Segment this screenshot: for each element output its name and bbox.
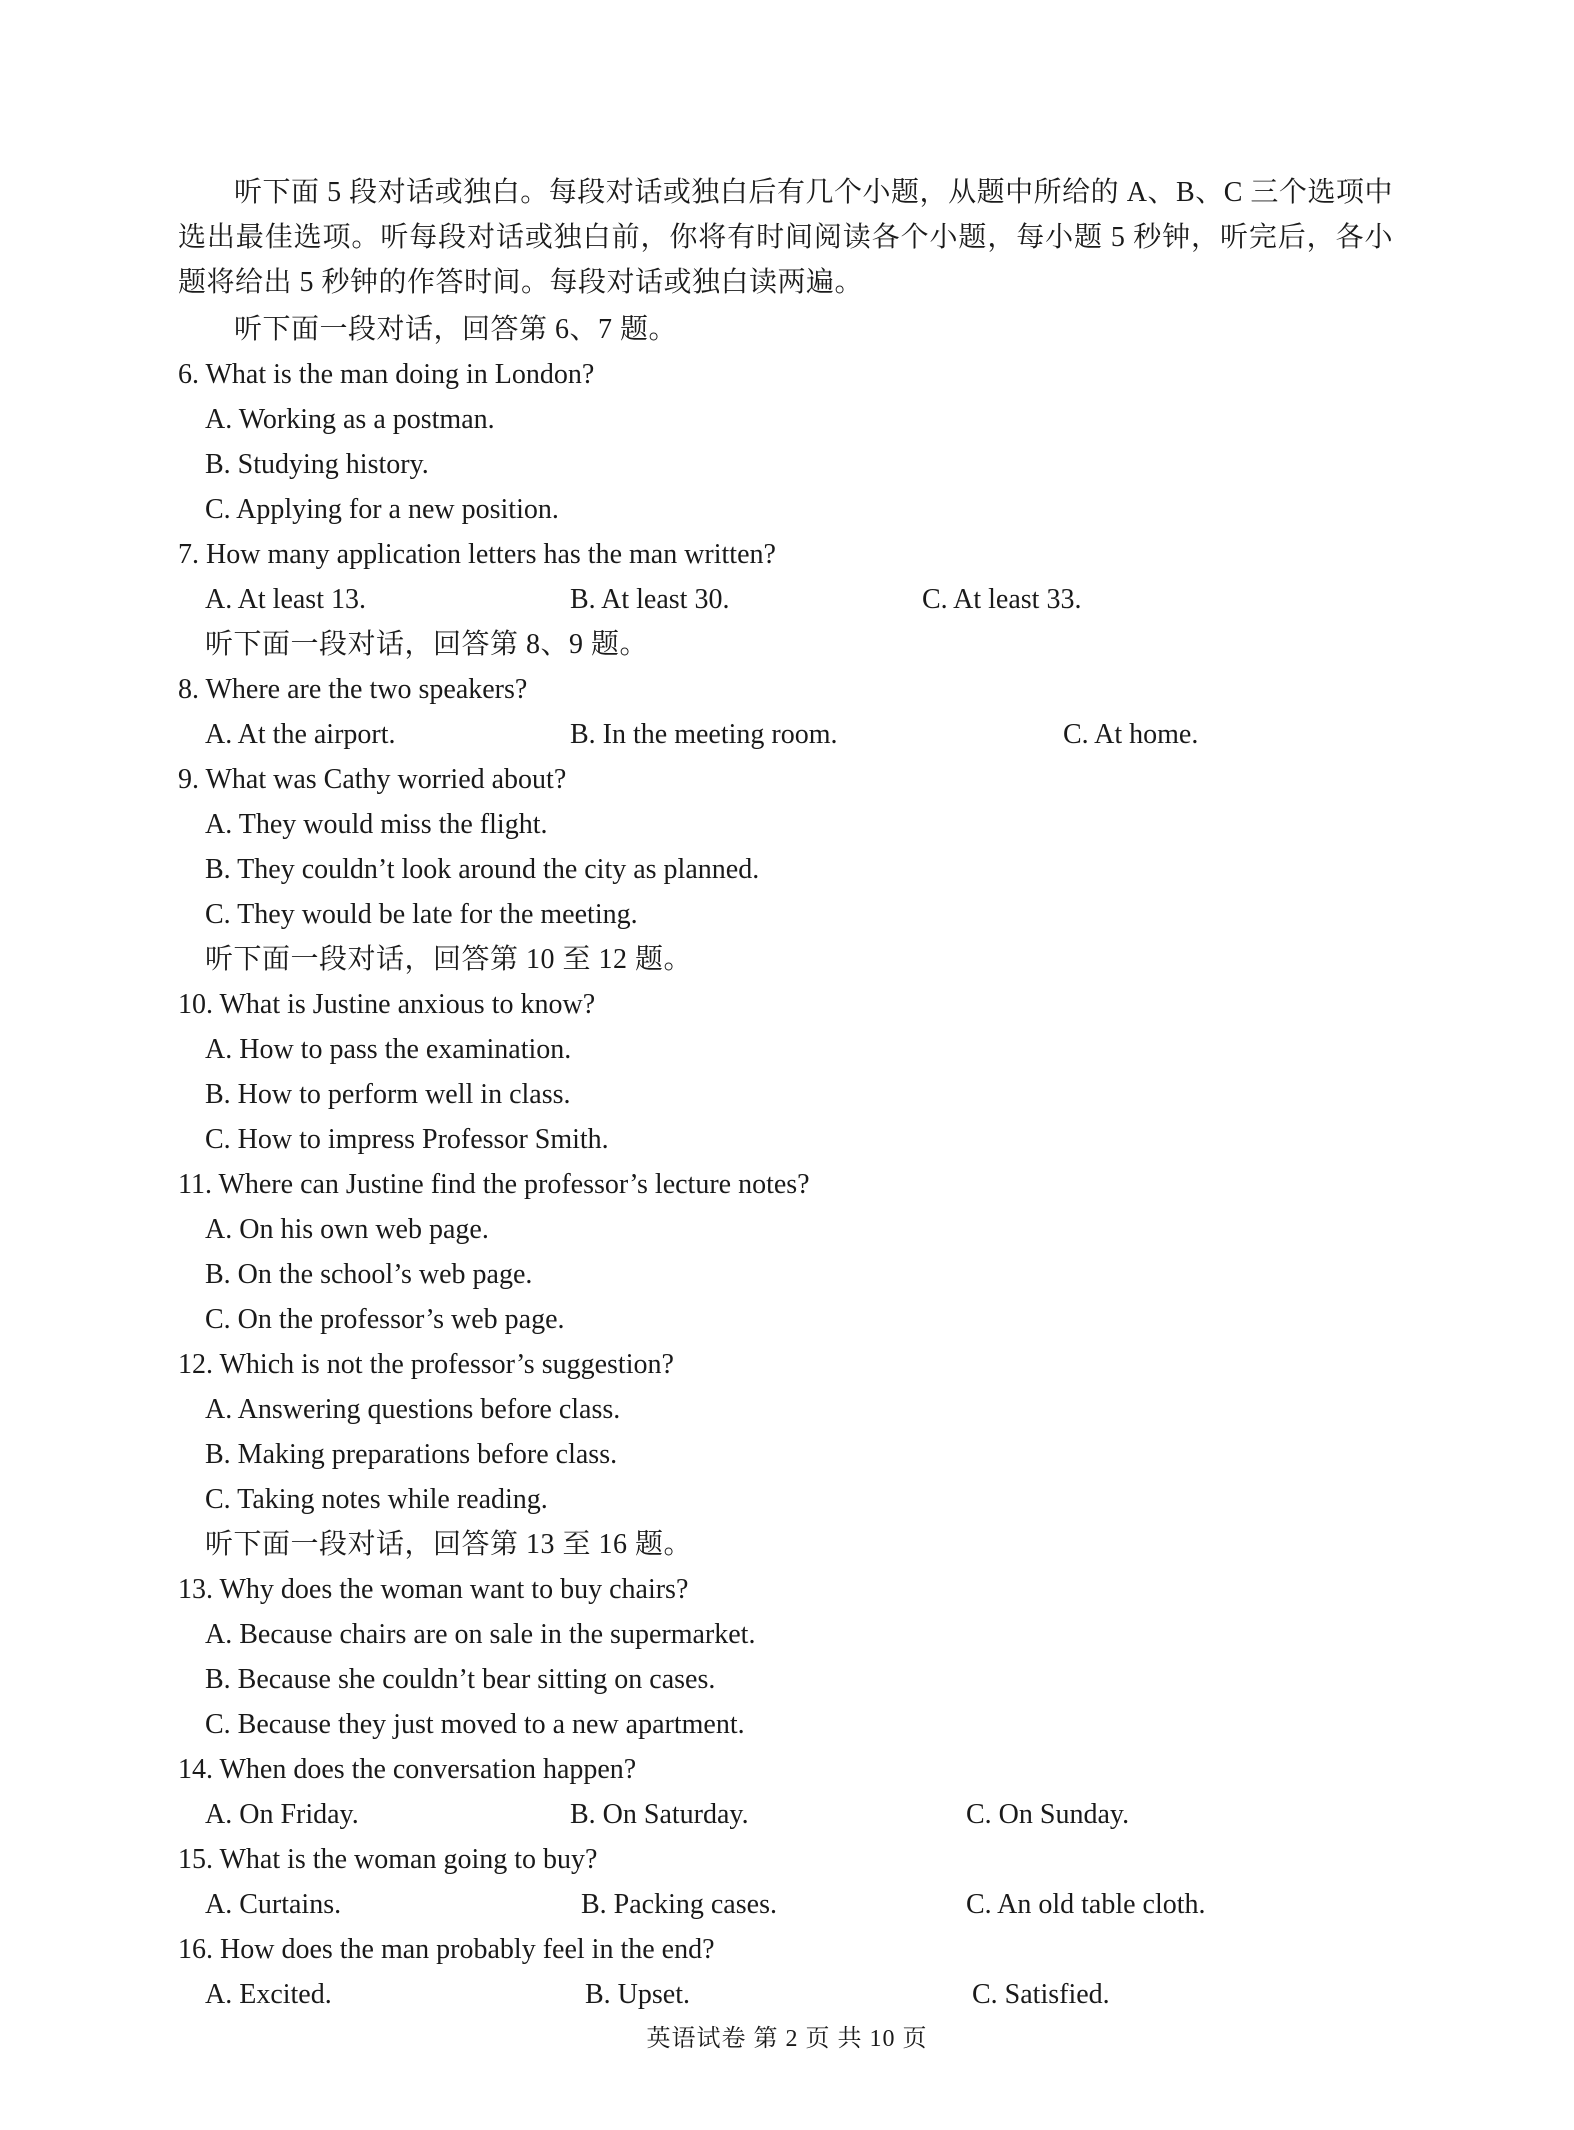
question-14-option-a: A. On Friday. (205, 1799, 359, 1830)
question-13-option-c: C. Because they just moved to a new apartment. (205, 1709, 745, 1740)
question-11: 11. Where can Justine find the professor’s lecture notes? (178, 1169, 810, 1200)
question-8-option-c: C. At home. (1063, 719, 1199, 750)
question-11-option-a: A. On his own web page. (205, 1214, 489, 1245)
question-13-option-b: B. Because she couldn’t bear sitting on cases. (205, 1664, 716, 1695)
question-8-option-a: A. At the airport. (205, 719, 396, 750)
question-14: 14. When does the conversation happen? (178, 1754, 637, 1785)
question-15-option-b: B. Packing cases. (581, 1889, 777, 1920)
question-9-option-c: C. They would be late for the meeting. (205, 899, 638, 930)
question-6: 6. What is the man doing in London? (178, 359, 595, 390)
question-13: 13. Why does the woman want to buy chairs? (178, 1574, 689, 1605)
question-16-option-a: A. Excited. (205, 1979, 332, 2010)
question-6-option-b: B. Studying history. (205, 449, 429, 480)
dialogue-instruction-8-9: 听下面一段对话，回答第 8、9 题。 (205, 629, 649, 660)
question-10-option-c: C. How to impress Professor Smith. (205, 1124, 609, 1155)
dialogue-instruction-6-7: 听下面一段对话，回答第 6、7 题。 (234, 314, 678, 345)
question-16-option-c: C. Satisfied. (972, 1979, 1110, 2010)
page-footer: 英语试卷 第 2 页 共 10 页 (646, 2026, 928, 2052)
question-7-option-c: C. At least 33. (922, 584, 1082, 615)
dialogue-instruction-10-12: 听下面一段对话，回答第 10 至 12 题。 (205, 944, 693, 975)
question-14-option-b: B. On Saturday. (570, 1799, 749, 1830)
question-13-option-a: A. Because chairs are on sale in the supermarket. (205, 1619, 756, 1650)
question-12-option-a: A. Answering questions before class. (205, 1394, 621, 1425)
question-10-option-b: B. How to perform well in class. (205, 1079, 571, 1110)
question-6-option-c: C. Applying for a new position. (205, 494, 559, 525)
question-12-option-b: B. Making preparations before class. (205, 1439, 618, 1470)
question-15-option-a: A. Curtains. (205, 1889, 342, 1920)
question-11-option-c: C. On the professor’s web page. (205, 1304, 565, 1335)
question-15-option-c: C. An old table cloth. (966, 1889, 1206, 1920)
question-12: 12. Which is not the professor’s suggestion? (178, 1349, 674, 1380)
question-8-option-b: B. In the meeting room. (570, 719, 838, 750)
section-instructions: 听下面 5 段对话或独白。每段对话或独白后有几个小题，从题中所给的 A、B、C 三个选项中选出最佳选项。听每段对话或独白前，你将有时间阅读各个小题，每小题 5 秒钟，听完后，各小题将给出 5 秒钟的作答时间。每段对话或独白读两遍。 (178, 177, 1393, 298)
question-9: 9. What was Cathy worried about? (178, 764, 567, 795)
question-6-option-a: A. Working as a postman. (205, 404, 495, 435)
question-7-option-b: B. At least 30. (570, 584, 730, 615)
question-10: 10. What is Justine anxious to know? (178, 989, 596, 1020)
question-8: 8. Where are the two speakers? (178, 674, 528, 705)
question-16: 16. How does the man probably feel in the end? (178, 1934, 715, 1965)
question-12-option-c: C. Taking notes while reading. (205, 1484, 548, 1515)
question-10-option-a: A. How to pass the examination. (205, 1034, 572, 1065)
question-14-option-c: C. On Sunday. (966, 1799, 1130, 1830)
dialogue-instruction-13-16: 听下面一段对话，回答第 13 至 16 题。 (205, 1529, 693, 1560)
question-7: 7. How many application letters has the man written? (178, 539, 776, 570)
question-7-option-a: A. At least 13. (205, 584, 366, 615)
question-11-option-b: B. On the school’s web page. (205, 1259, 533, 1290)
question-9-option-a: A. They would miss the flight. (205, 809, 548, 840)
question-9-option-b: B. They couldn’t look around the city as planned. (205, 854, 760, 885)
question-16-option-b: B. Upset. (585, 1979, 690, 2010)
question-15: 15. What is the woman going to buy? (178, 1844, 598, 1875)
